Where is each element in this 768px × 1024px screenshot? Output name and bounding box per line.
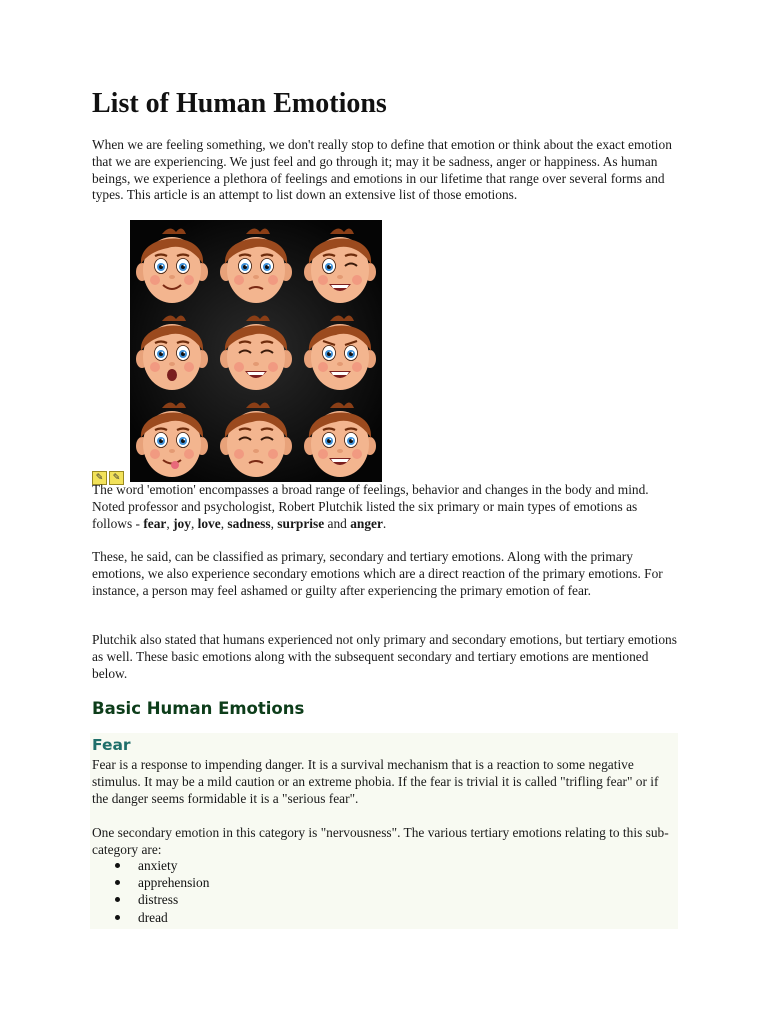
fear-heading: Fear [92,736,131,754]
face-laughing [220,315,292,390]
separator: . [382,515,387,531]
intro-paragraph: When we are feeling something, we don't really stop to define that emotion or think about the exact emotion that we are experiencing. We just feel and go through it; may it be sadness, anger or happiness. As human beings, we experience a plethora of feelings and emotions in our lifetime that range over several forms and types. This article is an attempt to list down an extensive list of those emotions. [92,137,672,203]
list-item: dread [92,909,209,926]
separator: , [190,515,198,531]
fear-description: Fear is a response to impending danger. It is a survival mechanism that is a reaction to some negative stimulus. It may be a mild caution or an extreme phobia. If the fear is trivial it is called "trifling fear" or if the danger seems formidable it is a "serious fear". [92,757,659,806]
list-item: anxiety [92,857,209,874]
face-angry [304,315,376,390]
separator: , [270,515,278,531]
tertiary-emotion-list [92,857,209,926]
list-item: apprehension [92,874,209,891]
face-annoyed [220,402,292,477]
face-shocked [136,315,208,390]
face-worried [220,228,292,303]
emotion-fear: fear [143,515,167,531]
face-silly [136,402,208,477]
fear-secondary-paragraph: One secondary emotion in this category is "nervousness". The various tertiary emotions relating to this sub-category are: [92,825,669,857]
face-wink [304,228,376,303]
face-grinning [304,402,376,477]
image-controls[interactable] [92,467,126,481]
emotion-definition-paragraph [92,482,678,532]
classification-paragraph: These, he said, can be classified as primary, secondary and tertiary emotions. Along with the primary emotions, we also experience secondary emotions which are a direct reaction of the primary emotions. For instance, a person may feel ashamed or guilty after experiencing the primary emotion of fear. [92,549,663,598]
image-control-icon[interactable]: ✎ [109,471,124,485]
emotion-love: love [197,515,221,531]
image-control-icon[interactable]: ✎ [92,471,107,485]
definition-text: The word 'emotion' encompasses a broad range of feelings, behavior and changes in the body and mind. Noted professor and psychologist, Robert Plutchik listed the six primary or main types of emotions as follows - [92,482,649,531]
faces-grid [130,220,382,482]
section-heading: Basic Human Emotions [92,699,305,718]
emotion-sadness: sadness [227,515,271,531]
emotion-surprise: surprise [277,515,325,531]
separator: , [166,515,174,531]
face-happy [136,228,208,303]
list-item: distress [92,891,209,908]
separator: , [220,515,228,531]
page-title: List of Human Emotions [92,88,387,119]
emotion-anger: anger [350,515,383,531]
emotion-faces-image [130,220,382,482]
separator: and [324,515,351,531]
emotion-joy: joy [173,515,191,531]
tertiary-paragraph: Plutchik also stated that humans experienced not only primary and secondary emotions, but tertiary emotions as well. These basic emotions along with the subsequent secondary and tertiary emotions are mentioned below. [92,632,677,681]
